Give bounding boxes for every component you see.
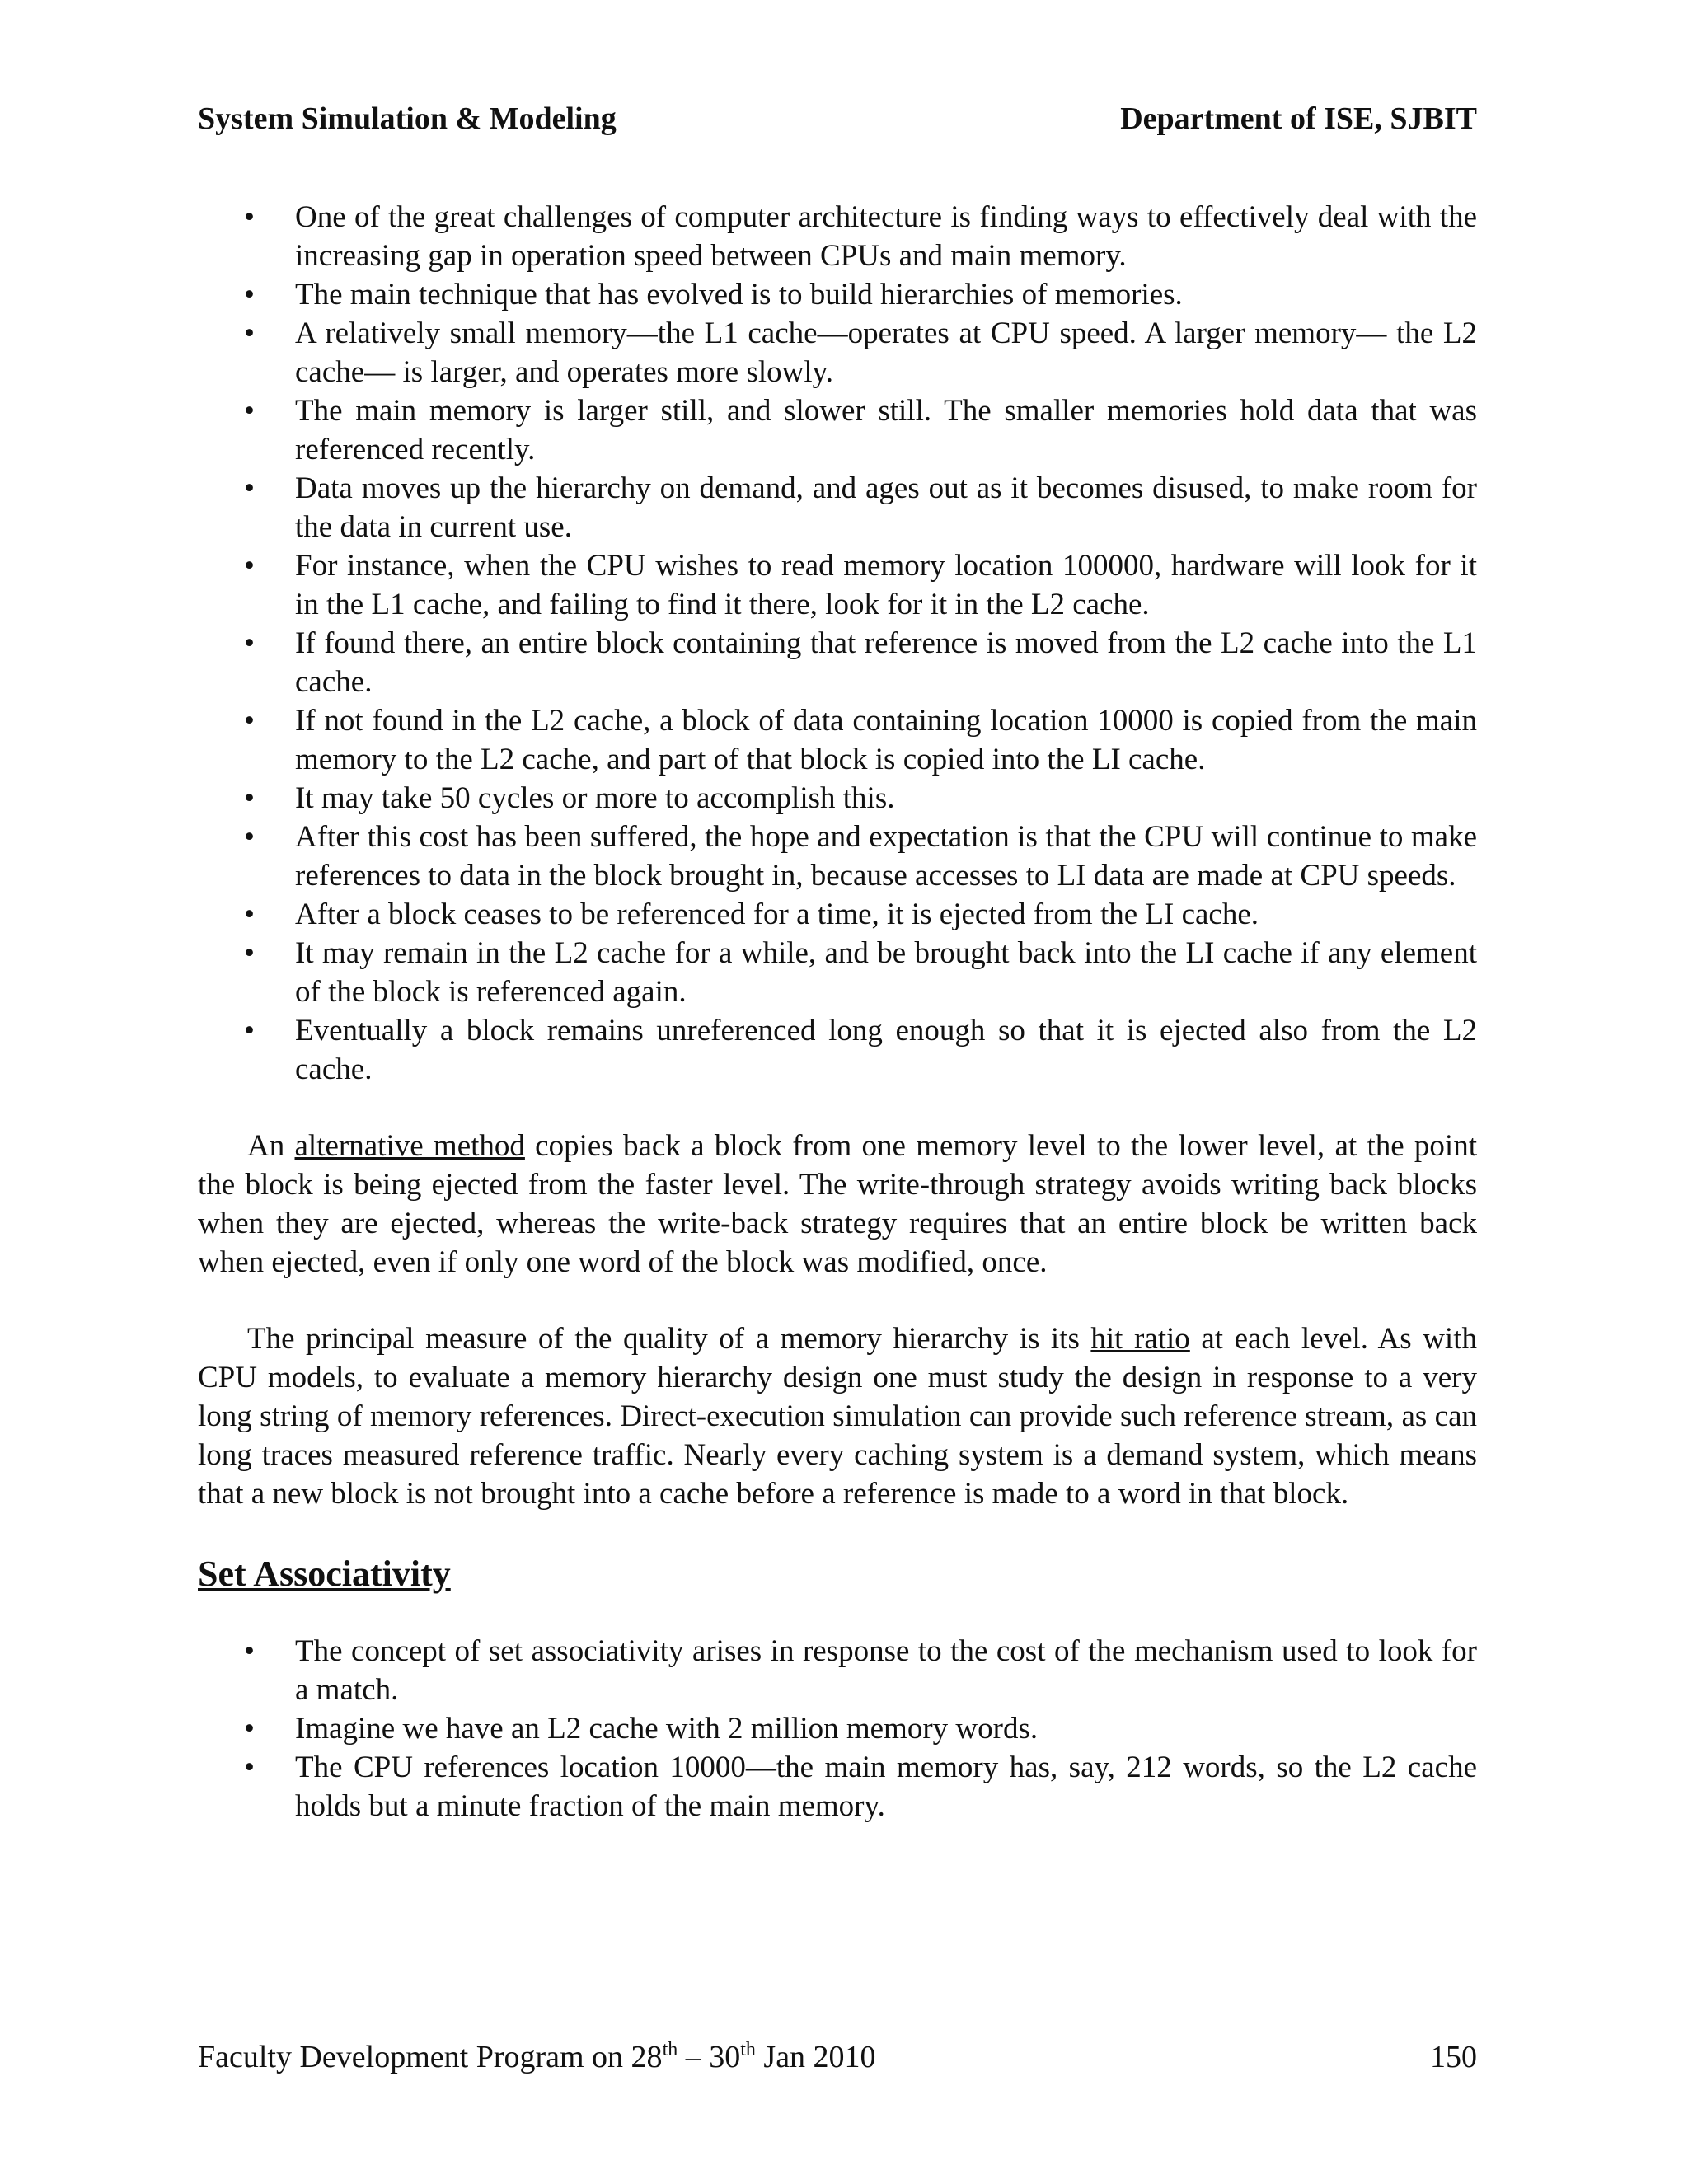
footer-text: Jan 2010 [755,2040,876,2074]
list-item-text: It may remain in the L2 cache for a while, and be brought back into the LI cache if any element of the block is referenced again. [295,936,1477,1009]
spacer [198,1089,1477,1127]
paragraph-text: copies back a block from one memory level to the lower level, at the point the block is being ejected from the faster level. The write-through strategy avoids writing back blocks when they are ejected, whereas the write-back strategy requires that an entire block be written back when ejected, even if only one word of the block was modified, once. [198,1129,1477,1279]
list-item-text: The CPU references location 10000—the main memory has, say, 212 words, so the L2 cache holds but a minute fraction of the main memory. [295,1750,1477,1823]
list-item-text: One of the great challenges of computer architecture is finding ways to effectively deal with the increasing gap in operation speed between CPUs and main memory. [295,200,1477,273]
list-item [198,546,1477,624]
bullet-icon: • [244,1712,255,1746]
page-footer [198,2037,1477,2077]
paragraph-alternative-method [198,1127,1477,1282]
bullet-list-memory-hierarchy [198,198,1477,1089]
list-item [198,1748,1477,1825]
bullet-icon: • [244,820,255,854]
bullet-icon: • [244,1014,255,1047]
list-item-text: After this cost has been suffered, the hope and expectation is that the CPU will continue to make references to data in the block brought in, because accesses to LI data are made at CPU speeds. [295,820,1477,893]
bullet-icon: • [244,1750,255,1784]
header-department: Department of ISE, SJBIT [1120,101,1477,136]
bullet-icon: • [244,549,255,583]
bullet-icon: • [244,781,255,815]
page-number: 150 [1430,2040,1477,2074]
list-item [198,314,1477,391]
bullet-icon: • [244,316,255,350]
list-item-text: Imagine we have an L2 cache with 2 million memory words. [295,1712,1039,1746]
paragraph-text: An [247,1129,295,1163]
bullet-icon: • [244,936,255,970]
header-course-title: System Simulation & Modeling [198,101,617,136]
list-item-text: For instance, when the CPU wishes to read memory location 100000, hardware will look for it in the L1 cache, and failing to find it there, look for it in the L2 cache. [295,549,1477,621]
bullet-icon: • [244,704,255,738]
paragraph-text: at each level. As with CPU models, to evaluate a memory hierarchy design one must study the design in response to a very long string of memory references. Direct-execution simulation can provide such reference stream, as can long traces measured reference traffic. Nearly every caching system is a demand system, which means that a new block is not brought into a cache before a reference is made to a word in that block. [198,1322,1477,1511]
paragraph-hit-ratio [198,1319,1477,1513]
bullet-icon: • [244,1634,255,1668]
page-body [198,198,1477,1825]
list-item-text: A relatively small memory—the L1 cache—operates at CPU speed. A larger memory— the L2 cache— is larger, and operates more slowly. [295,316,1477,389]
list-item [198,198,1477,275]
spacer [198,1282,1477,1319]
list-item [198,391,1477,469]
list-item [198,701,1477,779]
list-item-text: Eventually a block remains unreferenced long enough so that it is ejected also from the L2 cache. [295,1014,1477,1086]
footer-program [198,2037,876,2077]
page-header [198,99,1477,138]
spacer [198,1513,1477,1551]
list-item-text: It may take 50 cycles or more to accomplish this. [295,781,895,815]
spacer [198,1597,1477,1632]
list-item [198,469,1477,546]
list-item-text: The main memory is larger still, and slower still. The smaller memories hold data that was referenced recently. [295,394,1477,466]
footer-superscript: th [740,2039,756,2060]
list-item [198,275,1477,314]
list-item-text: The concept of set associativity arises in response to the cost of the mechanism used to look for a match. [295,1634,1477,1707]
footer-text: – 30 [678,2040,741,2074]
bullet-list-set-associativity [198,1632,1477,1825]
footer-superscript: th [662,2039,678,2060]
bullet-icon: • [244,394,255,428]
list-item [198,1011,1477,1089]
bullet-icon: • [244,278,255,312]
list-item-text: The main technique that has evolved is to build hierarchies of memories. [295,278,1183,312]
footer-text: Faculty Development Program on 28 [198,2040,663,2074]
list-item [198,779,1477,818]
list-item-text: If not found in the L2 cache, a block of data containing location 10000 is copied from the main memory to the L2 cache, and part of that block is copied into the LI cache. [295,704,1477,776]
underlined-term-alternative-method: alternative method [294,1129,525,1163]
bullet-icon: • [244,200,255,234]
bullet-icon: • [244,626,255,660]
list-item [198,1709,1477,1748]
bullet-icon: • [244,471,255,505]
section-heading-set-associativity: Set Associativity [198,1554,451,1594]
list-item-text: If found there, an entire block containing that reference is moved from the L2 cache into the L1 cache. [295,626,1477,699]
bullet-icon: • [244,898,255,931]
paragraph-text: The principal measure of the quality of a memory hierarchy is its [247,1322,1091,1356]
list-item-text: Data moves up the hierarchy on demand, and ages out as it becomes disused, to make room for the data in current use. [295,471,1477,544]
list-item [198,934,1477,1011]
list-item [198,1632,1477,1709]
underlined-term-hit-ratio: hit ratio [1090,1322,1190,1356]
list-item-text: After a block ceases to be referenced for a time, it is ejected from the LI cache. [295,898,1259,931]
list-item [198,624,1477,701]
list-item [198,818,1477,895]
list-item [198,895,1477,934]
